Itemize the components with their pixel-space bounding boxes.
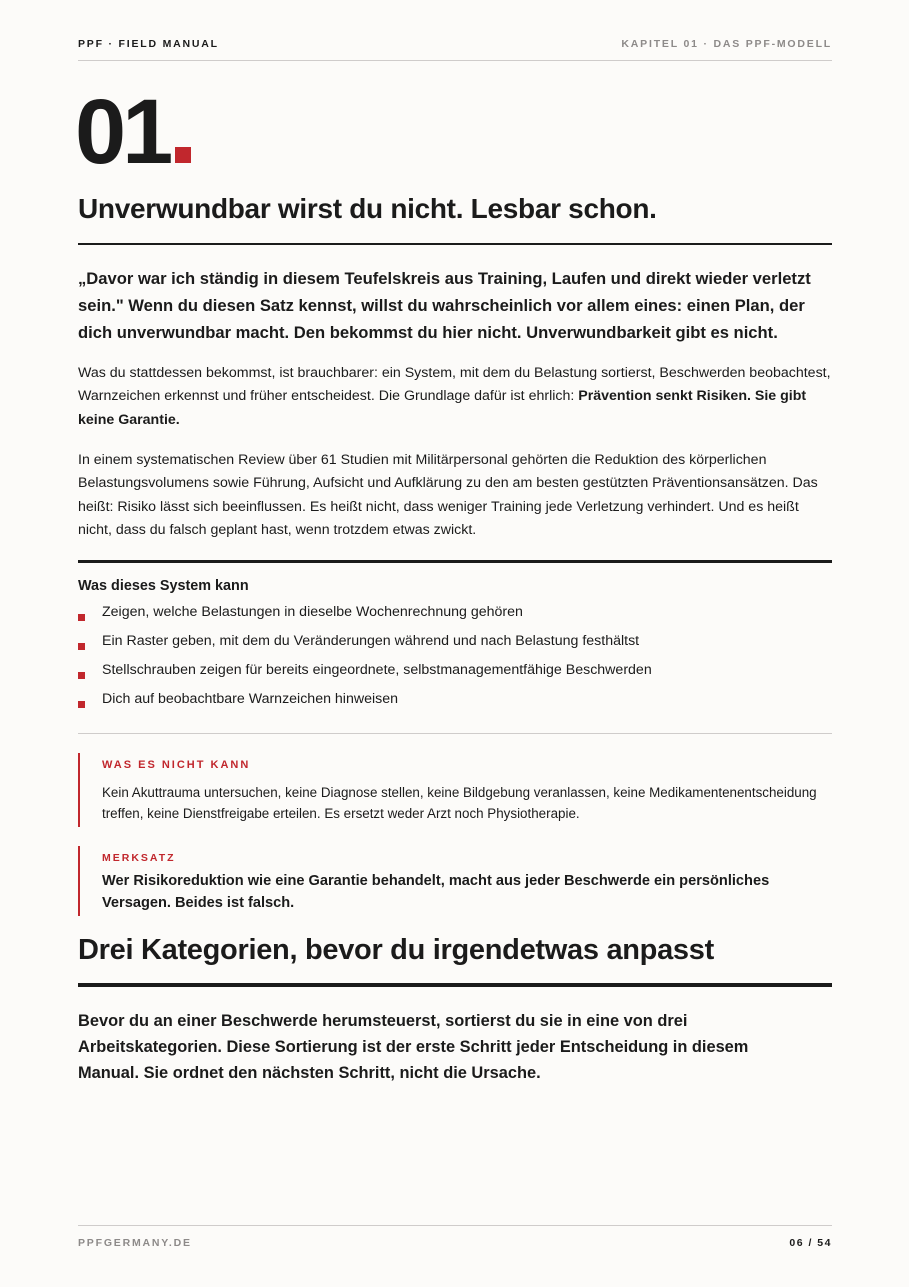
chapter-title: Unverwundbar wirst du nicht. Lesbar schon.	[78, 190, 832, 245]
body-paragraph-system	[78, 362, 832, 432]
page-header	[78, 36, 832, 61]
body-paragraph-review: In einem systematischen Review über 61 Studien mit Militärpersonal gehörten die Reduktion des körperlichen Belastungsvolumens sowie Führung, Aufsicht und Aufklärung zu den am besten gestützten Präventionsansätzen. Das heißt: Risiko lässt sich beeinflussen. Es heißt nicht, dass weniger Training jede Verletzung verhindert. Und es heißt nicht, dass du falsch geplant hast, wenn trotzdem etwas zwickt.	[78, 452, 818, 538]
list-item-text: Ein Raster geben, mit dem du Veränderungen während und nach Belastung festhältst	[102, 633, 640, 649]
callout-key-statement-label: MERKSATZ	[102, 852, 176, 864]
list-item	[78, 659, 832, 688]
red-square-bullet-icon	[78, 643, 85, 650]
callout-limitations-text: Kein Akuttrauma untersuchen, keine Diagnose stellen, keine Bildgebung veranlassen, keine Medikamentenentscheidung treffen, keine Dienstfreigabe erteilen. Es ersetzt weder Arzt noch Physiotherapie.	[102, 785, 817, 821]
header-chapter-label: KAPITEL 01 · DAS PPF-MODELL	[621, 38, 832, 50]
callout-limitations	[78, 753, 832, 827]
page-footer	[78, 1225, 832, 1251]
chapter-number-text: 01	[75, 81, 170, 183]
intro-lead-paragraph: „Davor war ich ständig in diesem Teufelskreis aus Training, Laufen und direkt wieder verletzt sein." Wenn du diesen Satz kennst, willst du wahrscheinlich vor allem eines: einen Plan, der dich unverwundbar macht. Den bekommst du hier nicht. Unverwundbarkeit gibt es nicht.	[78, 269, 811, 342]
system-capabilities-title: Was dieses System kann	[78, 578, 249, 594]
red-square-bullet-icon	[78, 672, 85, 679]
list-item	[78, 688, 832, 717]
chapter-number-accent-dot	[175, 147, 191, 163]
callout-key-statement-text: Wer Risikoreduktion wie eine Garantie behandelt, macht aus jeder Beschwerde ein persönliches Versagen. Beides ist falsch.	[102, 873, 770, 911]
red-square-bullet-icon	[78, 614, 85, 621]
section-title: Drei Kategorien, bevor du irgendetwas anpasst	[78, 928, 832, 987]
body-paragraph-emphasis: Prävention senkt Risiken. Sie gibt keine Garantie.	[78, 388, 807, 428]
section-divider-thin	[78, 733, 832, 734]
callout-limitations-label: WAS ES NICHT KANN	[102, 759, 251, 771]
manual-page	[75, 0, 832, 1287]
list-item-text: Dich auf beobachtbare Warnzeichen hinweisen	[102, 691, 399, 707]
chapter-number	[75, 82, 191, 182]
callout-key-statement	[78, 846, 832, 916]
footer-website: PPFGERMANY.DE	[78, 1237, 192, 1249]
list-item-text: Zeigen, welche Belastungen in dieselbe Wochenrechnung gehören	[102, 604, 523, 620]
section-divider-thick	[78, 560, 832, 563]
list-item	[78, 630, 832, 659]
body-paragraph-system-text: Was du stattdessen bekommst, ist brauchbarer: ein System, mit dem du Belastung sortierst, Beschwerden beobachtest, Warnzeichen erkennst und früher entscheidest. Die Grundlage dafür ist ehrlich:	[78, 365, 831, 405]
section-lead-paragraph: Bevor du an einer Beschwerde herumsteuerst, sortierst du sie in eine von drei Arbeitskategorien. Diese Sortierung ist der erste Schritt jeder Entscheidung in diesem Manual. Sie ordnet den nächsten Schritt, nicht die Ursache.	[78, 1012, 749, 1082]
header-manual-title: PPF · FIELD MANUAL	[78, 38, 219, 50]
list-item	[78, 601, 832, 630]
red-square-bullet-icon	[78, 701, 85, 708]
footer-page-number: 06 / 54	[789, 1237, 832, 1249]
system-capabilities-list	[78, 601, 832, 717]
list-item-text: Stellschrauben zeigen für bereits eingeordnete, selbstmanagementfähige Beschwerden	[102, 662, 652, 678]
